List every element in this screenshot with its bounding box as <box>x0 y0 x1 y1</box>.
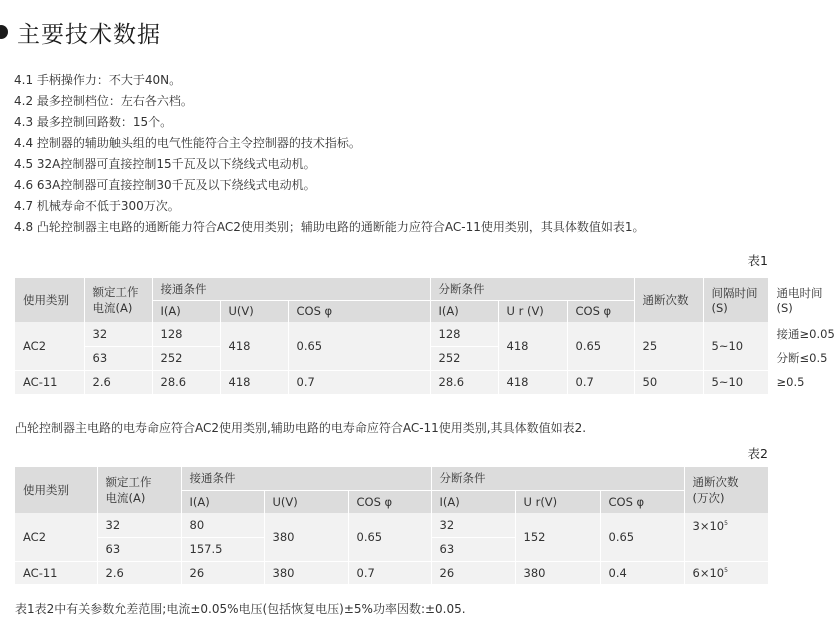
table-cell: $6\times 10^5$ <box>684 561 768 584</box>
list-item: 4.1 手柄操作力：不大于40N。 <box>14 73 182 87</box>
table-cell: 0.65 <box>348 513 431 561</box>
header-cell: 分断条件 <box>430 278 634 300</box>
list-item: 4.4 控制器的辅助触头组的电气性能符合主令控制器的技术指标。 <box>14 136 361 150</box>
table-cell: 0.7 <box>567 370 634 394</box>
table-cell: 26 <box>431 561 515 584</box>
table1 <box>15 278 835 394</box>
table-row: 63 252 252 分断≤0.5 <box>15 346 768 370</box>
table-cell: 28.6 <box>152 370 220 394</box>
table-header-row <box>15 467 768 490</box>
table-cell: 418 <box>498 322 567 370</box>
table-cell: 80 <box>181 513 264 537</box>
table-cell: 418 <box>220 370 288 394</box>
table-cell: 2.6 <box>84 370 152 394</box>
table-cell: 380 <box>515 561 600 584</box>
table-cell: AC2 <box>15 322 84 370</box>
table2-caption: 表2 <box>747 446 768 461</box>
list-item: 4.8 凸轮控制器主电路的通断能力符合AC2使用类别；辅助电路的通断能力应符合AC-11使用类别，其具体数值如表1。 <box>14 220 645 234</box>
table-cell: 32 <box>97 513 181 537</box>
header-cell: U(V) <box>220 300 288 322</box>
header-cell: I(A) <box>181 490 264 513</box>
section-heading <box>0 14 161 50</box>
table-cell: AC-11 <box>15 370 84 394</box>
header-cell: 分断条件 <box>431 467 684 490</box>
table-cell: 63 <box>97 537 181 561</box>
list-item: 4.3 最多控制回路数：15个。 <box>14 115 173 129</box>
table-cell: 0.65 <box>600 513 684 561</box>
table-cell: 32 <box>84 322 152 346</box>
header-cell: 接通条件 <box>181 467 431 490</box>
header-cell: 额定工作 电流(A) <box>84 278 152 322</box>
table-cell: 5~10 <box>703 370 768 394</box>
table-cell: 5~10 <box>703 322 768 370</box>
table-cell: $3\times 10^5$ <box>684 513 768 561</box>
table-cell: 152 <box>515 513 600 561</box>
table-row: AC2 32 128 418 0.65 128 418 0.65 25 5~10 接通≥0.05 <box>15 322 768 346</box>
header-cell: COS φ <box>288 300 430 322</box>
table-cell: AC-11 <box>15 561 97 584</box>
table-cell: 63 <box>84 346 152 370</box>
spec-list <box>14 70 645 238</box>
table-cell: 26 <box>181 561 264 584</box>
header-cell: 间隔时间 (S) <box>703 278 768 322</box>
table-cell: 32 <box>431 513 515 537</box>
table-cell: AC2 <box>15 513 97 561</box>
header-cell: I(A) <box>430 300 498 322</box>
header-cell: 额定工作 电流(A) <box>97 467 181 513</box>
table-cell: 252 <box>152 346 220 370</box>
table-cell: 380 <box>264 561 348 584</box>
header-cell: 通断次数 (万次) <box>684 467 768 513</box>
paragraph: 凸轮控制器主电路的电寿命应符合AC2使用类别,辅助电路的电寿命应符合AC-11使用类别,其具体数值如表2. <box>15 421 587 435</box>
header-cell: U r (V) <box>498 300 567 322</box>
header-cell: U r(V) <box>515 490 600 513</box>
bullet-icon <box>0 25 8 39</box>
list-item: 4.2 最多控制档位：左右各六档。 <box>14 94 193 108</box>
table-cell: 157.5 <box>181 537 264 561</box>
table-cell: 28.6 <box>430 370 498 394</box>
table-cell: 0.65 <box>567 322 634 370</box>
footnote: 表1表2中有关参数允差范围;电流±0.05%电压(包括恢复电压)±5%功率因数:±0.05. <box>15 602 466 616</box>
header-cell: COS φ <box>567 300 634 322</box>
header-cell: I(A) <box>431 490 515 513</box>
table-cell: 128 <box>430 322 498 346</box>
header-cell: U(V) <box>264 490 348 513</box>
table-cell: 25 <box>634 322 703 370</box>
table-cell: 0.65 <box>288 322 430 370</box>
header-cell: 使用类别 <box>15 278 84 322</box>
table-cell: 128 <box>152 322 220 346</box>
header-cell: I(A) <box>152 300 220 322</box>
page-title: 主要技术数据 <box>17 21 161 48</box>
list-item: 4.7 机械寿命不低于300万次。 <box>14 199 180 213</box>
table-row: AC-11 2.6 28.6 418 0.7 28.6 418 0.7 50 5~10 ≥0.5 <box>15 370 768 394</box>
table-row <box>15 561 768 584</box>
table-cell: 50 <box>634 370 703 394</box>
table-cell: 2.6 <box>97 561 181 584</box>
list-item: 4.5 32A控制器可直接控制15千瓦及以下绕线式电动机。 <box>14 157 316 171</box>
table-cell: 0.7 <box>288 370 430 394</box>
header-cell: 通断次数 <box>634 278 703 322</box>
table1-caption: 表1 <box>747 253 768 268</box>
table-header-row: 使用类别 额定工作 电流(A) 接通条件 分断条件 通断次数 间隔时间 (S) 通电时间 (S) <box>15 278 768 300</box>
table-cell: 418 <box>498 370 567 394</box>
header-cell: COS φ <box>348 490 431 513</box>
table-cell: 0.7 <box>348 561 431 584</box>
table-cell: 63 <box>431 537 515 561</box>
table-cell: 380 <box>264 513 348 561</box>
table-cell: 252 <box>430 346 498 370</box>
header-cell: 接通条件 <box>152 278 430 300</box>
list-item: 4.6 63A控制器可直接控制30千瓦及以下绕线式电动机。 <box>14 178 316 192</box>
header-cell: COS φ <box>600 490 684 513</box>
table2 <box>15 467 768 584</box>
header-cell: 使用类别 <box>15 467 97 513</box>
table-row <box>15 513 768 537</box>
table-cell: 418 <box>220 322 288 370</box>
table-cell: 0.4 <box>600 561 684 584</box>
